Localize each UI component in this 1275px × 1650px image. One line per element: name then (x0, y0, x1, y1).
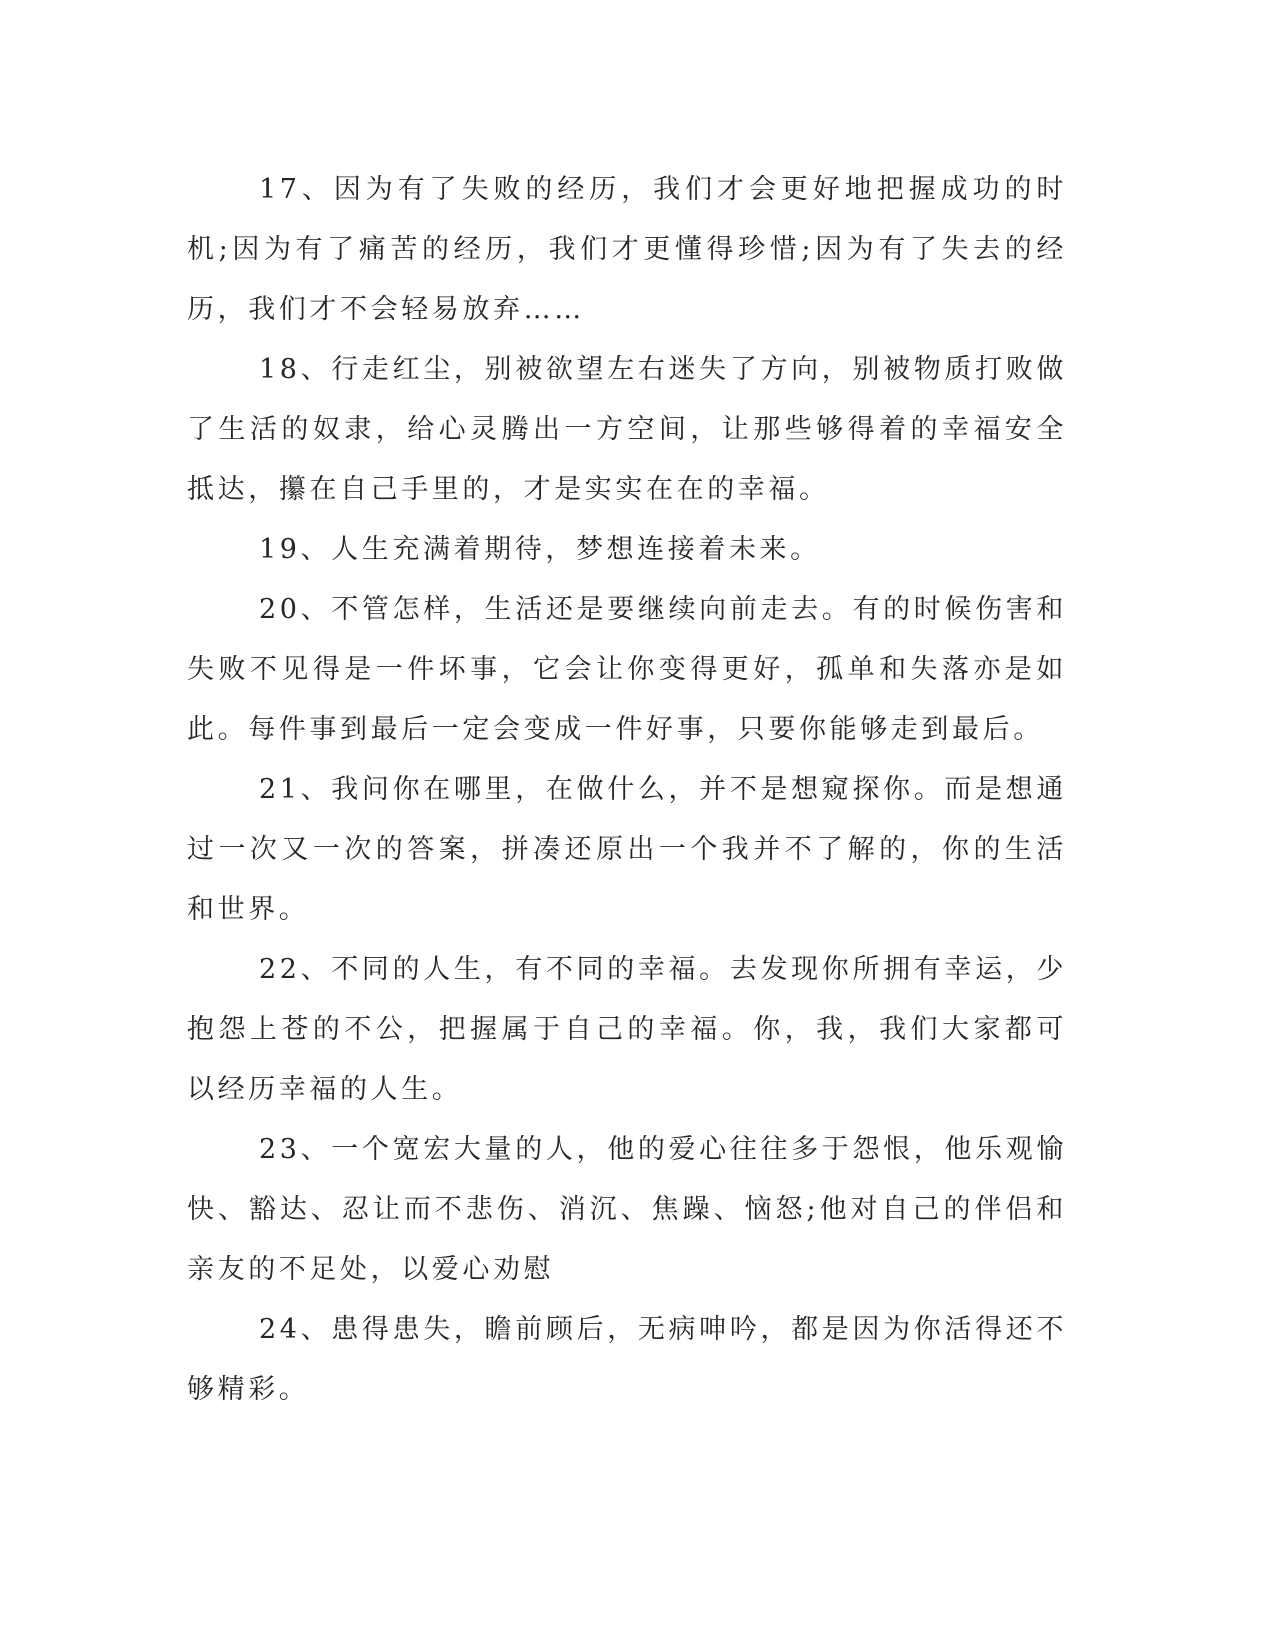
paragraph-21: 21、我问你在哪里，在做什么，并不是想窥探你。而是想通过一次又一次的答案，拼凑还原出一个我并不了解的，你的生活和世界。 (187, 774, 1067, 925)
paragraph-23: 23、一个宽宏大量的人，他的爱心往往多于怨恨，他乐观愉快、豁达、忍让而不悲伤、消沉、焦躁、恼怒;他对自己的伴侣和亲友的不足处，以爱心劝慰 (187, 1134, 1067, 1285)
paragraph-17: 17、因为有了失败的经历，我们才会更好地把握成功的时机;因为有了痛苦的经历，我们才更懂得珍惜;因为有了失去的经历，我们才不会轻易放弃…… (187, 174, 1067, 325)
paragraph-19: 19、人生充满着期待，梦想连接着未来。 (259, 534, 821, 565)
paragraph-22: 22、不同的人生，有不同的幸福。去发现你所拥有幸运，少抱怨上苍的不公，把握属于自己的幸福。你，我，我们大家都可以经历幸福的人生。 (187, 954, 1067, 1105)
document-body (187, 160, 1067, 1420)
paragraph-18: 18、行走红尘，别被欲望左右迷失了方向，别被物质打败做了生活的奴隶，给心灵腾出一方空间，让那些够得着的幸福安全抵达，攥在自己手里的，才是实实在在的幸福。 (187, 354, 1067, 505)
paragraph-20: 20、不管怎样，生活还是要继续向前走去。有的时候伤害和失败不见得是一件坏事，它会让你变得更好，孤单和失落亦是如此。每件事到最后一定会变成一件好事，只要你能够走到最后。 (187, 594, 1067, 745)
paragraph-24: 24、患得患失，瞻前顾后，无病呻吟，都是因为你活得还不够精彩。 (187, 1314, 1067, 1405)
